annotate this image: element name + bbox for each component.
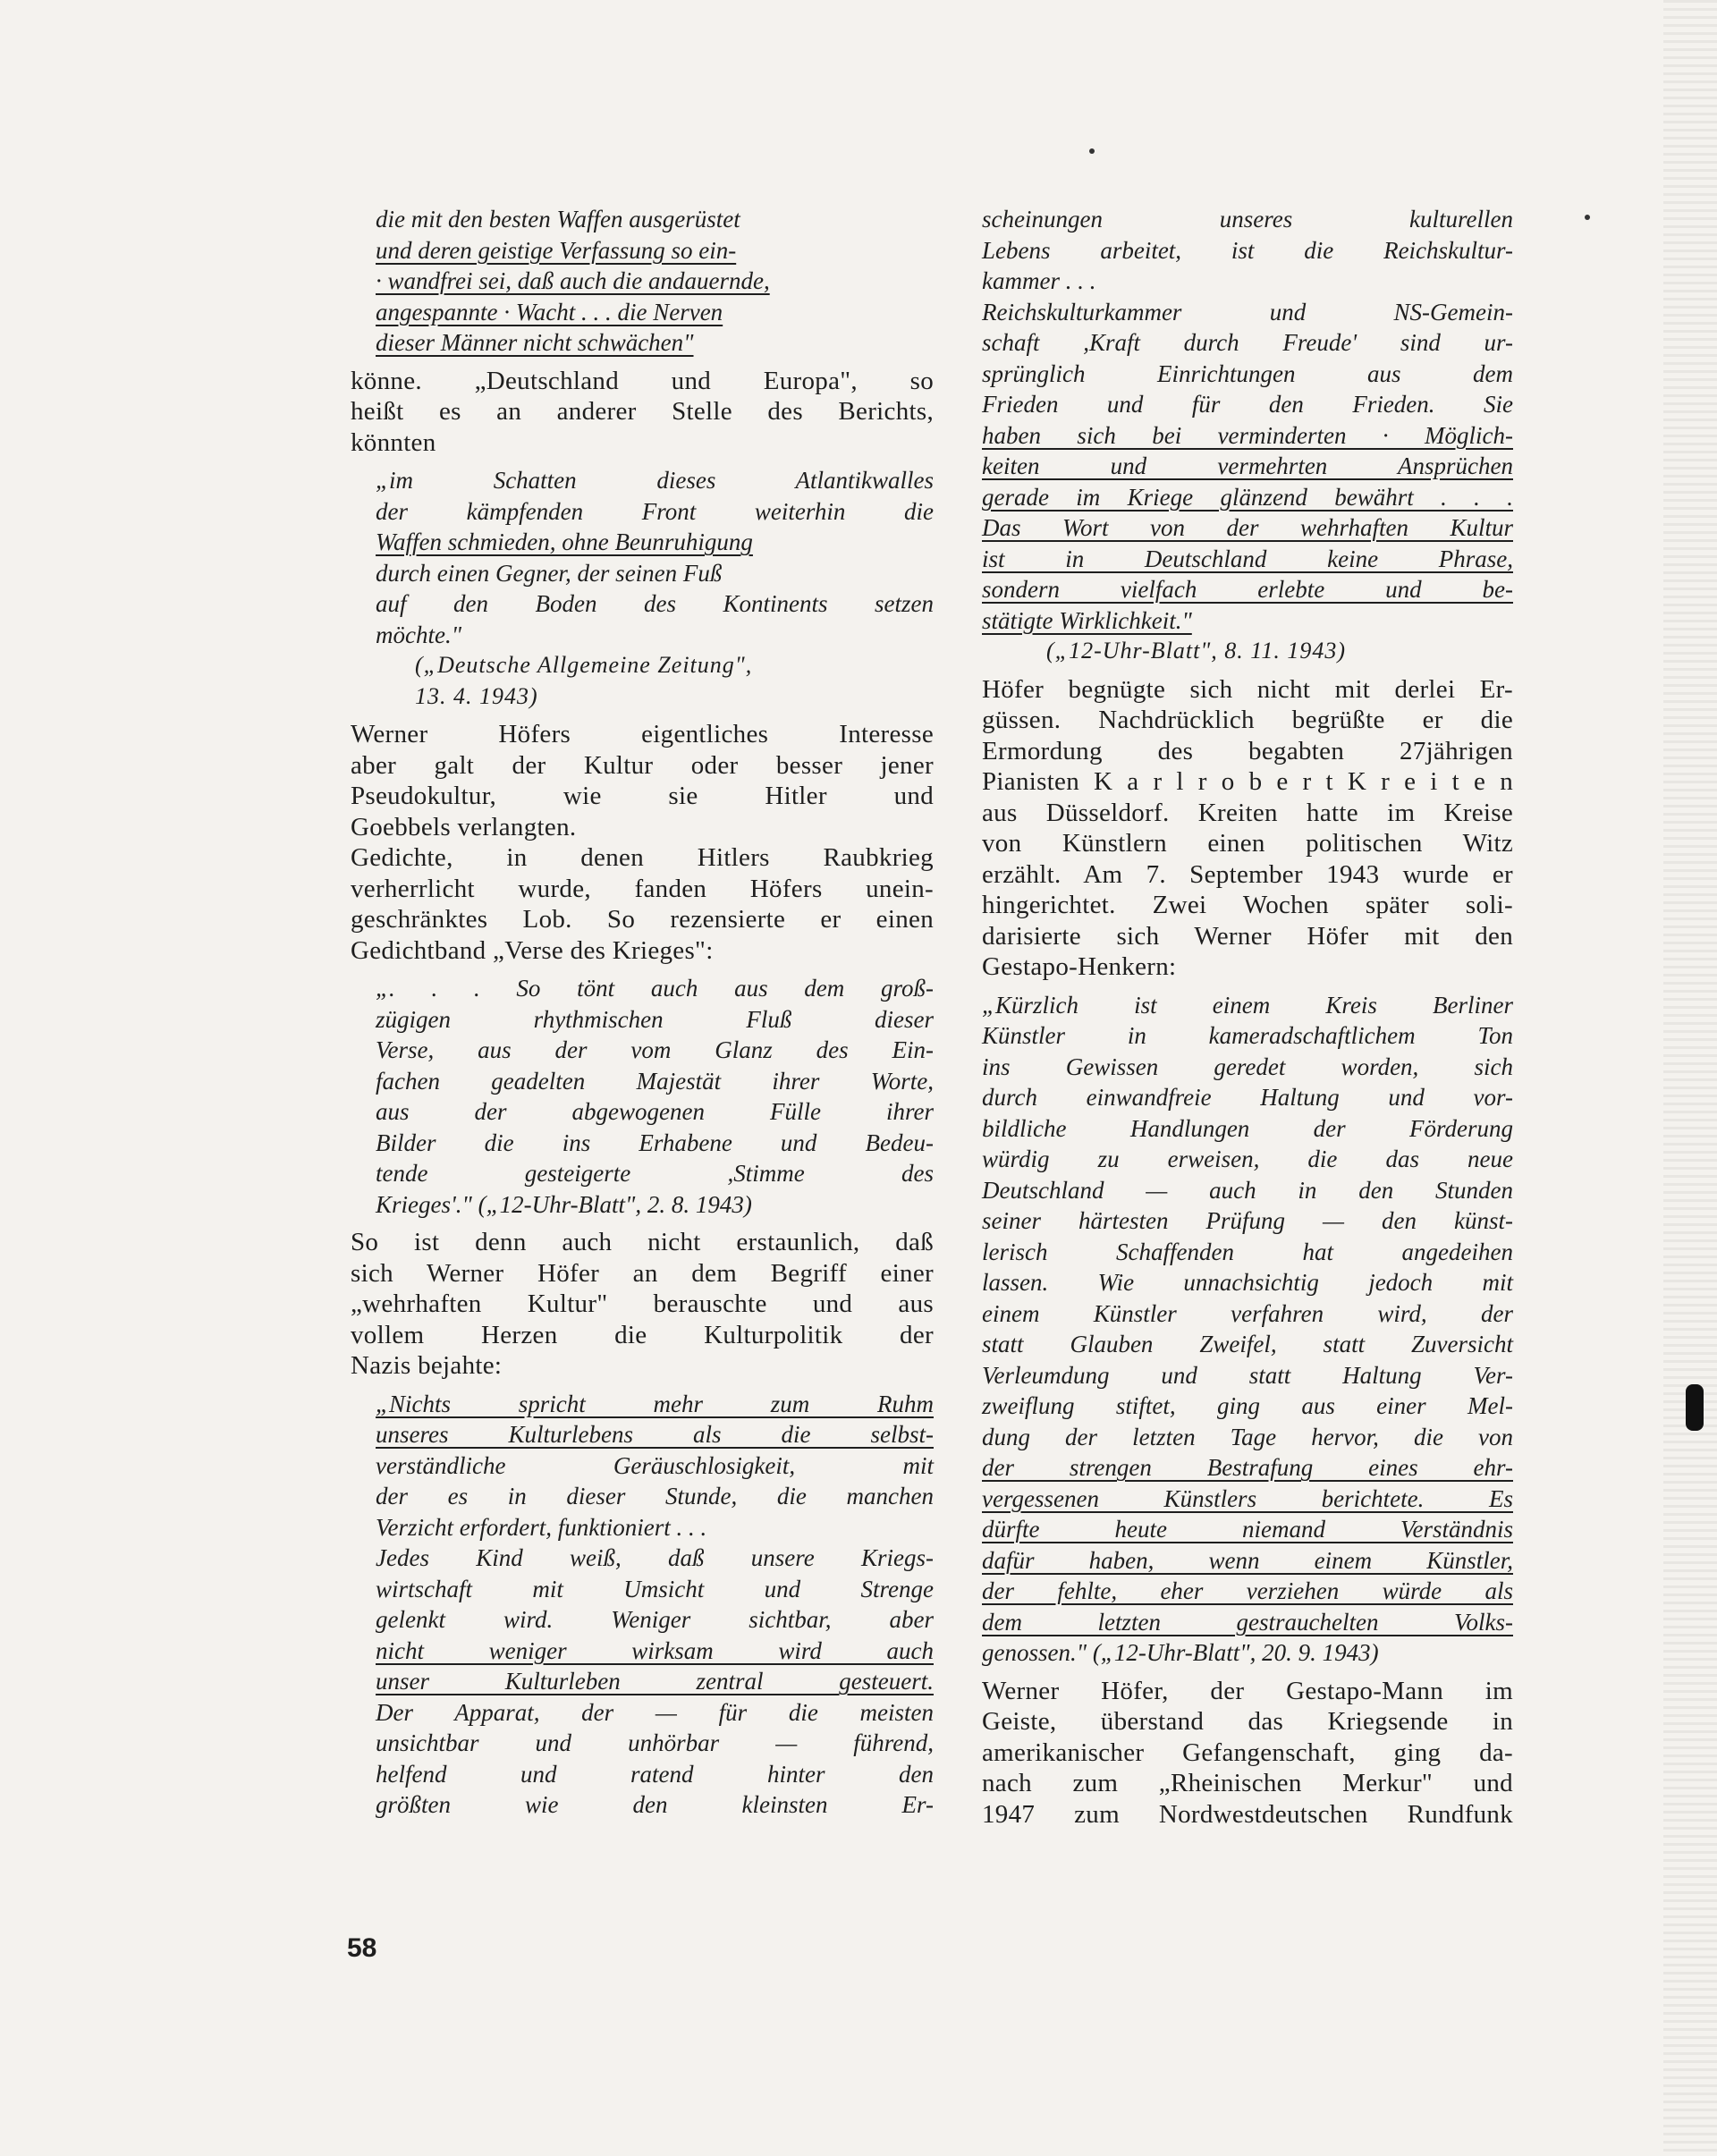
quote-line: nicht weniger wirksam wird auch bbox=[376, 1636, 934, 1664]
text-line: Geiste, überstand das Kriegsende in bbox=[982, 1707, 1513, 1736]
quote-line: scheinungen unseres kulturellen bbox=[982, 206, 1513, 233]
quote-line: Krieges'." („12-Uhr-Blatt", 2. 8. 1943) bbox=[376, 1190, 752, 1218]
quote-line: aus der abgewogenen Fülle ihrer bbox=[376, 1098, 934, 1125]
text-line: verherrlicht wurde, fanden Höfers unein- bbox=[351, 874, 934, 903]
text-line: Gestapo-Henkern: bbox=[982, 952, 1177, 981]
quote-line: fachen geadelten Majestät ihrer Worte, bbox=[376, 1067, 934, 1095]
text-line: Gedichtband „Verse des Krieges": bbox=[351, 935, 714, 965]
text-line: Werner Höfers eigentliches Interesse bbox=[351, 720, 934, 748]
quote-line: würdig zu erweisen, die das neue bbox=[982, 1146, 1513, 1172]
left-column bbox=[351, 204, 934, 1821]
quote-line: Verleumdung und statt Haltung Ver- bbox=[982, 1361, 1513, 1389]
quote-line: einem Künstler verfahren wird, der bbox=[982, 1299, 1513, 1327]
source-citation: („Deutsche Allgemeine Zeitung", bbox=[415, 652, 753, 678]
right-column bbox=[982, 204, 1513, 1830]
source-citation: („12-Uhr-Blatt", 8. 11. 1943) bbox=[1046, 638, 1347, 664]
text-line: „wehrhaften Kultur" berauschte und aus bbox=[351, 1289, 934, 1318]
quote-line: Frieden und für den Frieden. Sie bbox=[982, 391, 1513, 418]
quote-line: ist in Deutschland keine Phrase, bbox=[982, 545, 1513, 572]
ink-speck bbox=[1585, 215, 1590, 220]
quote-line: der es in dieser Stunde, die manchen bbox=[376, 1483, 934, 1509]
quote-line: lerisch Schaffenden hat angedeihen bbox=[982, 1238, 1513, 1265]
text-line: Goebbels verlangten. bbox=[351, 812, 577, 841]
quote-line: der kämpfenden Front weiterhin die bbox=[376, 497, 934, 525]
quote-line: Verzicht erfordert, funktioniert . . . bbox=[376, 1513, 707, 1541]
quote-line: dung der letzten Tage hervor, die von bbox=[982, 1423, 1513, 1450]
quote-line: · wandfrei sei, daß auch die andauernde, bbox=[376, 267, 770, 294]
quote-line: die mit den besten Waffen ausgerüstet bbox=[376, 206, 740, 233]
quote-line: zügigen rhythmischen Fluß dieser bbox=[376, 1005, 934, 1033]
text-line: erzählt. Am 7. September 1943 wurde er bbox=[982, 859, 1513, 889]
quote-line: angespannte · Wacht . . . die Nerven bbox=[376, 298, 723, 326]
text-line: von Künstlern einen politischen Witz bbox=[982, 829, 1513, 858]
quote-line: Künstler in kameradschaftlichem Ton bbox=[982, 1022, 1513, 1049]
text-line: vollem Herzen die Kulturpolitik der bbox=[351, 1320, 934, 1349]
quote-line: sondern vielfach erlebte und be- bbox=[982, 576, 1513, 603]
text-line: sich Werner Höfer an dem Begriff einer bbox=[351, 1258, 934, 1288]
ink-speck bbox=[1089, 148, 1095, 154]
quote-line: „im Schatten dieses Atlantikwalles bbox=[376, 467, 934, 494]
page-edge-texture bbox=[1663, 0, 1717, 2156]
text-line: Höfer begnügte sich nicht mit derlei Er- bbox=[982, 674, 1513, 704]
quote-line: möchte." bbox=[376, 621, 462, 648]
quote-line: ins Gewissen geredet worden, sich bbox=[982, 1053, 1513, 1080]
quote-line: wirtschaft mit Umsicht und Strenge bbox=[376, 1575, 934, 1602]
text-line: Pseudokultur, wie sie Hitler und bbox=[351, 782, 934, 810]
quote-line: gelenkt wird. Weniger sichtbar, aber bbox=[376, 1606, 934, 1633]
text-line: amerikanischer Gefangenschaft, ging da- bbox=[982, 1737, 1513, 1767]
quote-line: durch einwandfreie Haltung und vor- bbox=[982, 1084, 1513, 1111]
quote-line: haben sich bei verminderten · Möglich- bbox=[982, 421, 1513, 449]
text-line: könnten bbox=[351, 427, 436, 457]
quote-line: Der Apparat, der — für die meisten bbox=[376, 1698, 934, 1726]
text-line: aus Düsseldorf. Kreiten hatte im Kreise bbox=[982, 798, 1513, 827]
quote-line: schaft ,Kraft durch Freude' sind ur- bbox=[982, 329, 1513, 356]
quote-line: „Nichts spricht mehr zum Ruhm bbox=[376, 1390, 934, 1417]
quote-line: „. . . So tönt auch aus dem groß- bbox=[376, 975, 934, 1002]
quote-line: dafür haben, wenn einem Künstler, bbox=[982, 1546, 1513, 1574]
page-number: 58 bbox=[347, 1933, 377, 1963]
quote-line: lassen. Wie unnachsichtig jedoch mit bbox=[982, 1269, 1513, 1296]
quote-line: Waffen schmieden, ohne Beunruhigung bbox=[376, 528, 753, 555]
quote-line: Verse, aus der vom Glanz des Ein- bbox=[376, 1036, 934, 1063]
text-line: nach zum „Rheinischen Merkur" und bbox=[982, 1769, 1513, 1797]
text-line: geschränktes Lob. So rezensierte er einen bbox=[351, 905, 934, 934]
text-line: Gedichte, in denen Hitlers Raubkrieg bbox=[351, 843, 934, 872]
text-line: aber galt der Kultur oder besser jener bbox=[351, 750, 934, 780]
quote-line: Das Wort von der wehrhaften Kultur bbox=[982, 514, 1513, 541]
quote-line: dürfte heute niemand Verständnis bbox=[982, 1516, 1513, 1543]
quote-line: „Kürzlich ist einem Kreis Berliner bbox=[982, 991, 1513, 1019]
quote-line: kammer . . . bbox=[982, 267, 1096, 294]
text-line: könne. „Deutschland und Europa", so bbox=[351, 366, 934, 395]
quote-line: auf den Boden des Kontinents setzen bbox=[376, 590, 934, 617]
text-line: So ist denn auch nicht erstaunlich, daß bbox=[351, 1228, 934, 1256]
quote-line: und deren geistige Verfassung so ein- bbox=[376, 236, 737, 264]
quote-line: unseres Kulturlebens als die selbst- bbox=[376, 1421, 934, 1448]
quote-line: unsichtbar und unhörbar — führend, bbox=[376, 1729, 934, 1756]
text-line: Werner Höfer, der Gestapo-Mann im bbox=[982, 1676, 1513, 1705]
quote-line: der fehlte, eher verziehen würde als bbox=[982, 1577, 1513, 1604]
quote-line: sprünglich Einrichtungen aus dem bbox=[982, 359, 1513, 387]
quote-line: statt Glauben Zweifel, statt Zuversicht bbox=[982, 1331, 1513, 1357]
text-line: Pianisten K a r l r o b e r t K r e i t e n bbox=[982, 767, 1513, 796]
binding-mark bbox=[1686, 1384, 1704, 1431]
quote-line: helfend und ratend hinter den bbox=[376, 1760, 934, 1788]
text-line: heißt es an anderer Stelle des Berichts, bbox=[351, 397, 934, 426]
quote-line: tende gesteigerte ,Stimme des bbox=[376, 1160, 934, 1187]
text-line: Nazis bejahte: bbox=[351, 1351, 503, 1380]
quote-line: Bilder die ins Erhabene und Bedeu- bbox=[376, 1129, 934, 1156]
quote-line: zweiflung stiftet, ging aus einer Mel- bbox=[982, 1392, 1513, 1419]
quote-line: stätigte Wirklichkeit." bbox=[982, 606, 1192, 634]
quote-line: vergessenen Künstlers berichtete. Es bbox=[982, 1484, 1513, 1512]
text-line: 1947 zum Nordwestdeutschen Rundfunk bbox=[982, 1799, 1513, 1829]
quote-line: Reichskulturkammer und NS-Gemein- bbox=[982, 298, 1513, 326]
quote-line: dieser Männer nicht schwächen" bbox=[376, 329, 694, 356]
quote-line: durch einen Gegner, der seinen Fuß bbox=[376, 559, 723, 587]
quote-line: Deutschland — auch in den Stunden bbox=[982, 1176, 1513, 1204]
quote-line: gerade im Kriege glänzend bewährt . . . bbox=[982, 483, 1513, 511]
text-line: darisierte sich Werner Höfer mit den bbox=[982, 921, 1513, 951]
text-line: hingerichtet. Zwei Wochen später soli- bbox=[982, 891, 1513, 919]
quote-line: keiten und vermehrten Ansprüchen bbox=[982, 452, 1513, 479]
quote-line: dem letzten gestrauchelten Volks- bbox=[982, 1608, 1513, 1636]
quote-line: bildliche Handlungen der Förderung bbox=[982, 1114, 1513, 1142]
quote-line: verständliche Geräuschlosigkeit, mit bbox=[376, 1451, 934, 1479]
quote-line: Lebens arbeitet, ist die Reichskultur- bbox=[982, 236, 1513, 264]
quote-line: größten wie den kleinsten Er- bbox=[376, 1791, 934, 1818]
source-citation: 13. 4. 1943) bbox=[415, 682, 538, 709]
quote-line: seiner härtesten Prüfung — den künst- bbox=[982, 1207, 1513, 1234]
text-line: güssen. Nachdrücklich begrüßte er die bbox=[982, 706, 1513, 734]
quote-line: unser Kulturleben zentral gesteuert. bbox=[376, 1668, 934, 1695]
text-line: Ermordung des begabten 27jährigen bbox=[982, 736, 1513, 765]
quote-line: der strengen Bestrafung eines ehr- bbox=[982, 1454, 1513, 1481]
quote-line: genossen." („12-Uhr-Blatt", 20. 9. 1943) bbox=[982, 1639, 1379, 1666]
quote-line: Jedes Kind weiß, daß unsere Kriegs- bbox=[376, 1544, 934, 1571]
